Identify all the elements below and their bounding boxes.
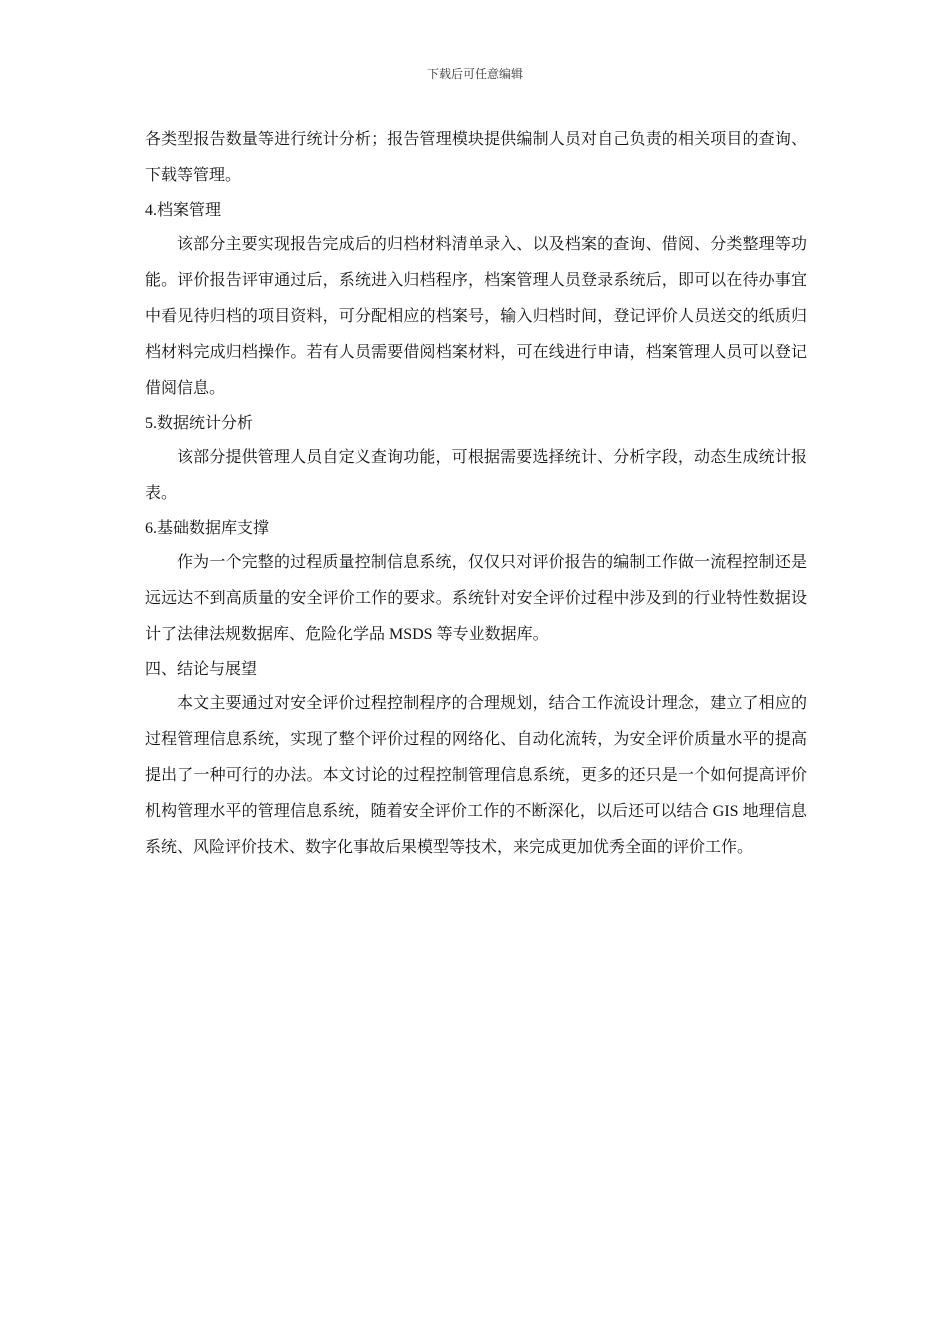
body-paragraph: 各类型报告数量等进行统计分析；报告管理模块提供编制人员对自己负责的相关项目的查询、下载等管理。 [145, 131, 807, 184]
section-heading: 5.数据统计分析 [145, 415, 254, 432]
page-header: 下载后可任意编辑 [426, 67, 523, 81]
section-heading: 4.档案管理 [145, 202, 222, 219]
body-paragraph: 该部分提供管理人员自定义查询功能，可根据需要选择统计、分析字段，动态生成统计报表。 [145, 449, 807, 502]
body-paragraph: 该部分主要实现报告完成后的归档材料清单录入、以及档案的查询、借阅、分类整理等功能。评价报告评审通过后，系统进入归档程序，档案管理人员登录系统后，即可以在待办事宜中看见待归档的项目资料，可分配相应的档案号，输入归档时间，登记评价人员送交的纸质归档材料完成归档操作。若有人员需要借阅档案材料，可在线进行申请，档案管理人员可以登记借阅信息。 [145, 236, 807, 397]
body-paragraph: 本文主要通过对安全评价过程控制程序的合理规划，结合工作流设计理念，建立了相应的过程管理信息系统，实现了整个评价过程的网络化、自动化流转，为安全评价质量水平的提高提出了一种可行的办法。本文讨论的过程控制管理信息系统，更多的还只是一个如何提高评价机构管理水平的管理信息系统，随着安全评价工作的不断深化，以后还可以结合 GIS 地理信息系统、风险评价技术、数字化事故后果模型等技术，来完成更加优秀全面的评价工作。 [145, 695, 807, 856]
section-heading: 6.基础数据库支撑 [145, 520, 270, 537]
document-body [145, 122, 807, 866]
section-heading: 四、结论与展望 [145, 661, 258, 678]
body-paragraph: 作为一个完整的过程质量控制信息系统，仅仅只对评价报告的编制工作做一流程控制还是远远达不到高质量的安全评价工作的要求。系统针对安全评价过程中涉及到的行业特性数据设计了法律法规数据库、危险化学品 MSDS 等专业数据库。 [145, 554, 807, 643]
